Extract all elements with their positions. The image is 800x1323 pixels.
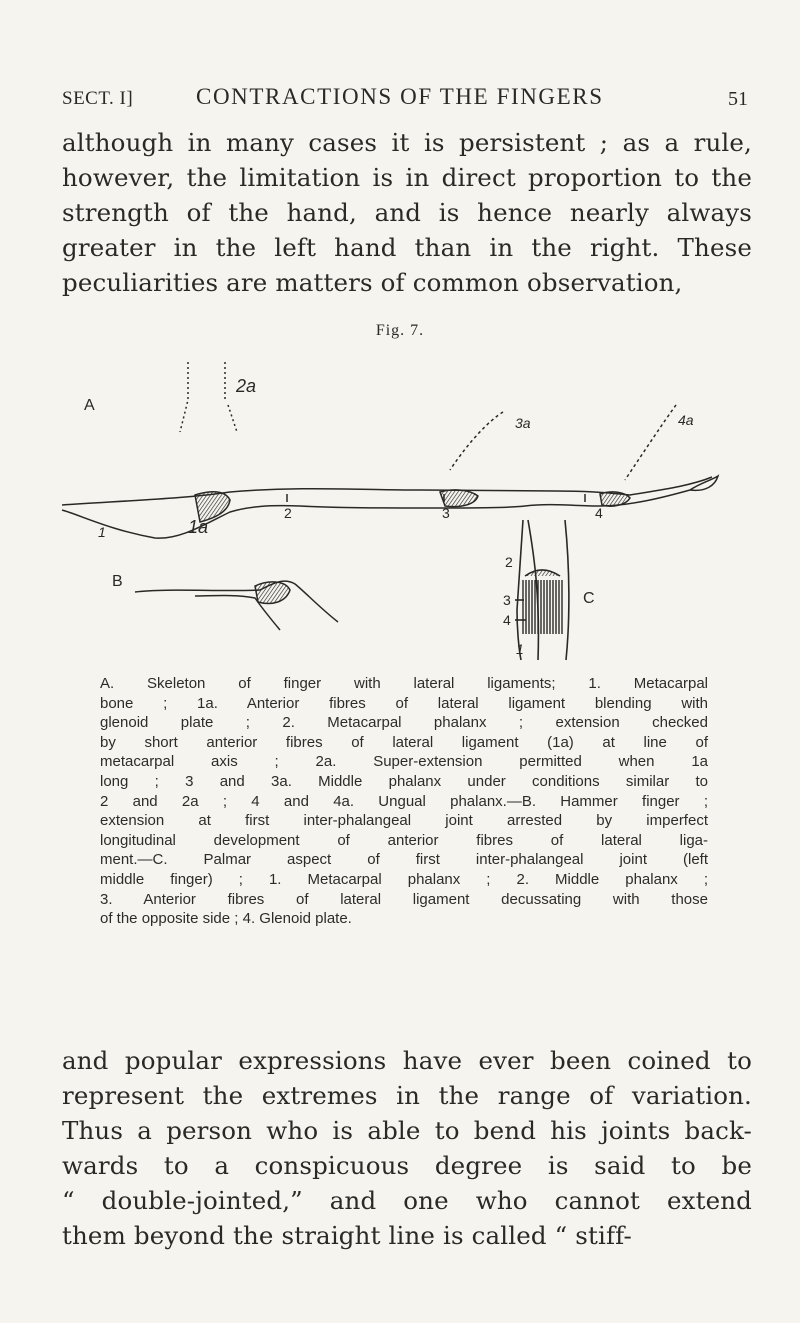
figure-label: Fig. 7. [375,322,425,339]
text-line: peculiarities are matters of common observation, [62,268,683,297]
palmar-joint-diagram-c [515,520,569,660]
hammer-finger-outline [135,581,338,622]
caption-line: by short anterior fibres of lateral ligament (1a) at line of [100,733,708,751]
panel-label-a: A [84,397,95,414]
running-head [62,84,748,118]
ligament-1a [180,362,188,432]
paragraph-bottom [62,1043,752,1253]
label-3a: 3a [515,415,531,431]
text-line: them beyond the straight line is called “ stiff- [62,1221,632,1250]
running-head-section: SECT. I] [62,88,134,109]
text-line: strength of the hand, and is hence nearly always [62,198,752,227]
text-line: “ double-jointed,” and one who cannot extend [62,1186,752,1215]
c-label-1: 1 [516,641,524,657]
caption-line: longitudinal development of anterior fibres of lateral liga- [100,831,708,849]
caption-line: glenoid plate ; 2. Metacarpal phalanx ; extension checked [100,714,708,732]
panel-label-b: B [112,573,123,590]
label-4: 4 [595,505,603,521]
text-line: and popular expressions have ever been coined to [62,1046,752,1075]
figure-illustration [0,340,800,670]
text-line: represent the extremes in the range of variation. [62,1081,752,1110]
panel-label-c: C [583,590,595,607]
c-joint-hatch [522,580,564,634]
caption-line: extension at first inter-phalangeal joint arrested by imperfect [100,812,708,830]
caption-line: A. Skeleton of finger with lateral ligaments; 1. Metacarpal [100,675,708,692]
caption-line: middle finger) ; 1. Metacarpal phalanx ; 2. Middle phalanx ; [100,870,708,888]
c-label-3: 3 [503,592,511,608]
ligament-3a [450,412,503,470]
caption-line: ment.—C. Palmar aspect of first inter-phalangeal joint (left [100,851,708,869]
text-line: however, the limitation is in direct proportion to the [62,163,752,192]
running-head-title: CONTRACTIONS OF THE FINGERS [196,84,604,109]
hammer-joint-hatch [255,582,290,604]
finger-skeleton-diagram-a [62,362,718,538]
page-number: 51 [728,88,748,110]
caption-line: 3. Anterior fibres of lateral ligament decussating with those [100,890,708,908]
figure-caption [100,674,708,929]
caption-line: bone ; 1a. Anterior fibres of lateral ligament blending with [100,694,708,712]
text-line: wards to a conspicuous degree is said to be [62,1151,752,1180]
label-3: 3 [442,505,450,521]
paragraph-top [62,125,752,300]
c-right-outer [565,520,569,660]
text-line: greater in the left hand than in the right. These [62,233,752,262]
hammer-finger-diagram-b [135,581,338,630]
c-upper-hatch [525,570,560,576]
caption-line: metacarpal axis ; 2a. Super-extension permitted when 1a [100,753,708,771]
caption-line: 2 and 2a ; 4 and 4a. Ungual phalanx.—B. Hammer finger ; [100,792,708,810]
c-label-4: 4 [503,612,511,628]
ligament-4a [625,405,676,480]
label-1a: 1a [188,517,209,537]
caption-line: of the opposite side ; 4. Glenoid plate. [100,910,352,928]
c-label-2: 2 [505,554,513,570]
label-2: 2 [284,505,292,521]
label-1: 1 [98,524,106,540]
label-2a: 2a [236,376,257,396]
label-4a: 4a [678,412,694,428]
text-line: Thus a person who is able to bend his joints back- [62,1116,752,1145]
ligament-2a [225,362,237,432]
text-line: although in many cases it is persistent ; as a rule, [62,128,752,157]
caption-line: long ; 3 and 3a. Middle phalanx under conditions similar to [100,772,708,790]
